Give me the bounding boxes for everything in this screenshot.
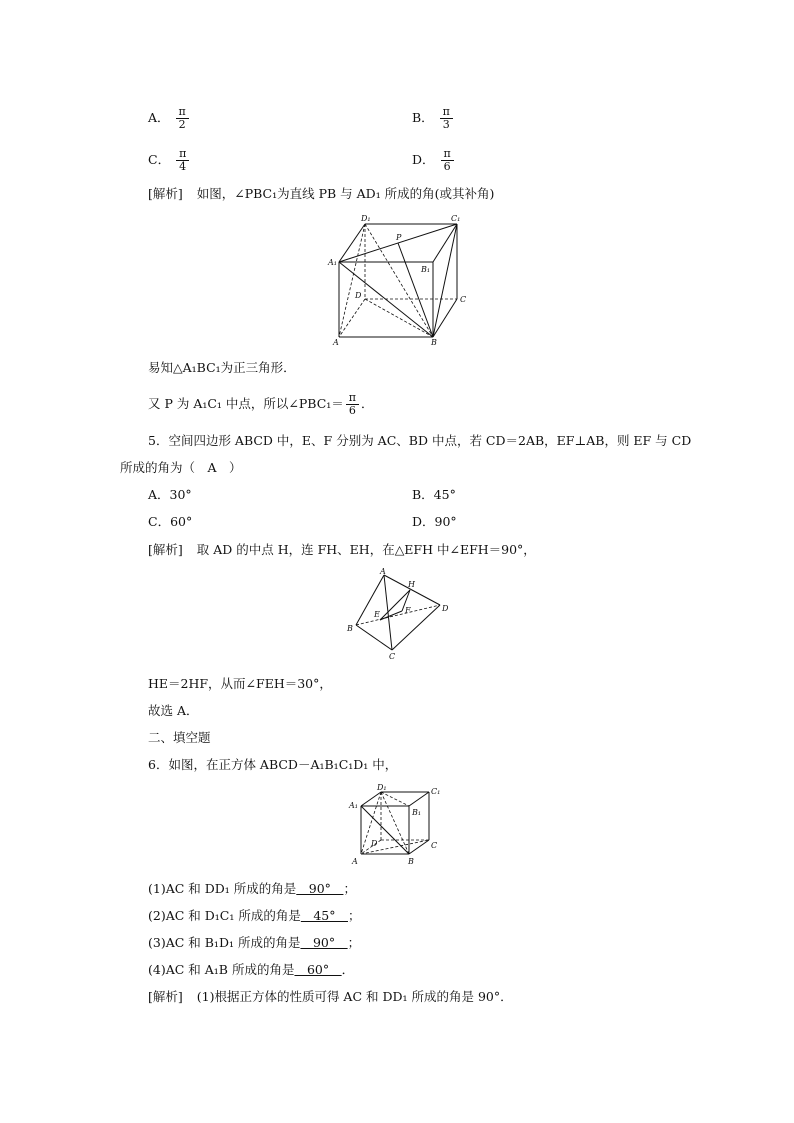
q4-line-2: 易知△A₁BC₁为正三角形．: [148, 360, 296, 375]
analysis-tag: [解析]: [148, 989, 183, 1004]
q4-option-b: [412, 106, 455, 131]
answer-blank: 90°: [300, 935, 348, 950]
q5-stem-2: 所成的角为（ A ）: [120, 460, 242, 475]
q5-analysis: [148, 542, 536, 558]
q4-option-a: [148, 106, 191, 131]
q6-item-1: (1)AC 和 DD₁ 所成的角是 90° ；: [148, 881, 356, 896]
fraction: $\frac{\pi}{2}$: [176, 106, 189, 131]
label-d1: D₁: [377, 783, 387, 792]
label-c: C: [389, 652, 396, 661]
label-a: A: [352, 857, 358, 866]
label-a: A: [333, 338, 339, 347]
label-b: B: [431, 338, 437, 347]
fraction: $\frac{\pi}{6}$: [346, 392, 359, 417]
q6-item-2: (2)AC 和 D₁C₁ 所成的角是 45° ；: [148, 908, 361, 923]
q5-stem-1: 5．空间四边形 ABCD 中，E、F 分别为 AC、BD 中点，若 CD＝2AB，EF⊥AB，则 EF 与 CD: [148, 433, 692, 448]
q4-option-d: [412, 148, 456, 173]
label-d1: D₁: [361, 214, 371, 223]
label-a: A: [380, 567, 386, 576]
figure-cube: [345, 782, 450, 872]
label-b1: B₁: [412, 808, 422, 817]
figure-cuboid-p: [325, 212, 475, 347]
q4-analysis: [148, 186, 494, 202]
q6-item-3: (3)AC 和 B₁D₁ 所成的角是 90° ；: [148, 935, 361, 950]
q5-option-d: D．90°: [412, 514, 457, 529]
figure-tetrahedron: [342, 565, 462, 660]
answer-blank: 60°: [294, 962, 342, 977]
q4-option-c: [148, 148, 191, 173]
q4-line-3: 又 P 为 A₁C₁ 中点，所以∠PBC₁＝ $\frac{\pi}{6}$ ．: [148, 391, 374, 417]
label-b: B: [347, 624, 353, 633]
option-label: A．: [148, 110, 170, 125]
label-b: B: [408, 857, 414, 866]
analysis-text: 如图，∠PBC₁为直线 PB 与 AD₁ 所成的角(或其补角): [196, 186, 495, 201]
q5-option-b: B．45°: [412, 487, 456, 502]
option-label: B．: [412, 110, 434, 125]
answer-blank: 90°: [296, 881, 344, 896]
label-d: D: [371, 839, 378, 848]
q6-stem: 6．如图，在正方体 ABCD－A₁B₁C₁D₁ 中，: [148, 757, 398, 772]
fraction: $\frac{\pi}{3}$: [440, 106, 453, 131]
label-h: H: [408, 580, 415, 589]
label-a1: A₁: [349, 801, 358, 810]
fraction: $\frac{\pi}{6}$: [441, 148, 454, 173]
analysis-text: 取 AD 的中点 H，连 FH、EH，在△EFH 中∠EFH＝90°，: [196, 542, 536, 557]
label-d: D: [355, 291, 362, 300]
label-f: F: [405, 606, 411, 615]
label-a1: A₁: [328, 258, 337, 267]
q6-analysis: [148, 989, 513, 1005]
analysis-text: (1)根据正方体的性质可得 AC 和 DD₁ 所成的角是 90°．: [196, 989, 513, 1004]
q5-line-2: HE＝2HF，从而∠FEH＝30°，: [148, 676, 332, 691]
q5-line-3: 故选 A．: [148, 703, 199, 718]
analysis-tag: [解析]: [148, 542, 183, 557]
option-label: C．: [148, 152, 171, 167]
label-c1: C₁: [431, 787, 441, 796]
q6-item-4: (4)AC 和 A₁B 所成的角是 60° ．: [148, 962, 355, 977]
fraction: $\frac{\pi}{4}$: [176, 148, 189, 173]
q5-option-a: A．30°: [148, 487, 192, 502]
q5-option-c: C．60°: [148, 514, 193, 529]
label-d: D: [442, 604, 449, 613]
analysis-tag: [解析]: [148, 186, 183, 201]
option-label: D．: [412, 152, 435, 167]
label-p: P: [396, 233, 402, 242]
label-c: C: [460, 295, 467, 304]
label-c1: C₁: [451, 214, 461, 223]
label-e: E: [374, 610, 380, 619]
label-b1: B₁: [421, 265, 431, 274]
section-title: 二、填空题: [148, 730, 211, 745]
label-c: C: [431, 841, 438, 850]
answer-blank: 45°: [300, 908, 348, 923]
